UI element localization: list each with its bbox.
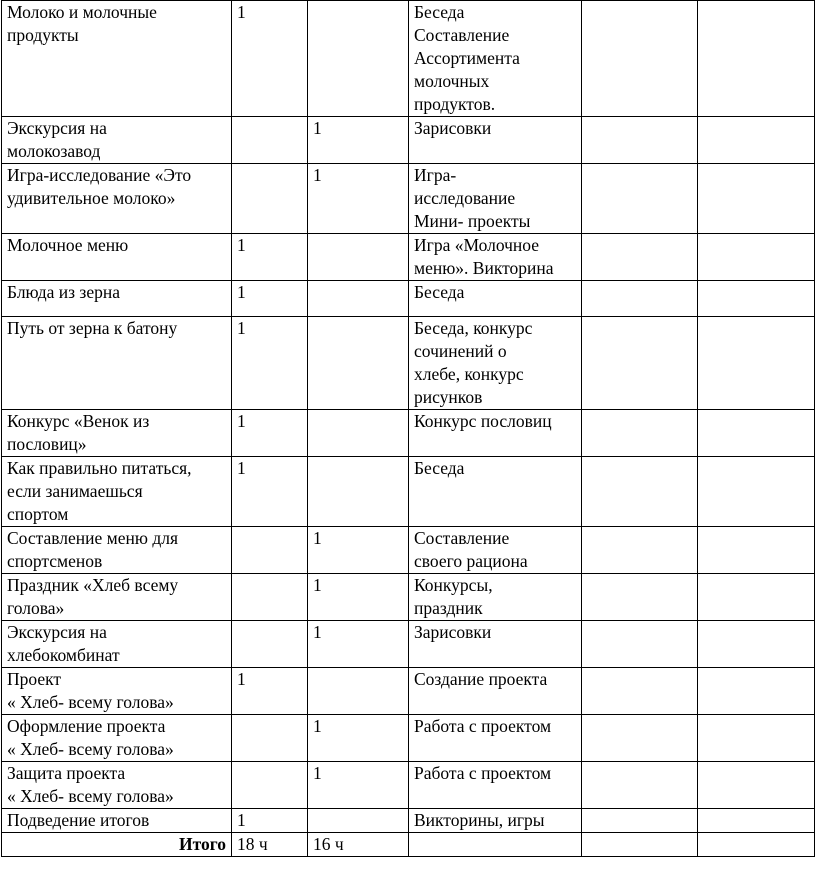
activity-form-cell	[409, 1, 582, 117]
empty-cell	[698, 164, 815, 234]
topic-cell: Молочное меню	[2, 234, 232, 281]
empty-cell	[698, 715, 815, 762]
topic-cell: Блюда из зерна	[2, 281, 232, 317]
activity-form-cell: Зарисовки	[409, 117, 582, 164]
topic-line: если занимаешься	[7, 481, 143, 501]
form-line: меню». Викторина	[414, 258, 554, 278]
curriculum-table	[1, 0, 815, 857]
theory-hours-cell: 1	[232, 457, 308, 527]
theory-hours-cell	[232, 574, 308, 621]
empty-cell	[698, 833, 815, 857]
table-row	[2, 317, 815, 410]
empty-cell	[698, 1, 815, 117]
form-line: Игра «Молочное	[414, 235, 540, 255]
empty-cell	[582, 317, 698, 410]
topic-line: Конкурс «Венок из	[7, 411, 150, 431]
topic-line: продукты	[7, 25, 79, 45]
table-row	[2, 762, 815, 809]
empty-cell	[698, 574, 815, 621]
table-row	[2, 410, 815, 457]
table-row	[2, 574, 815, 621]
empty-cell	[698, 317, 815, 410]
theory-hours-cell	[232, 762, 308, 809]
table-row	[2, 715, 815, 762]
activity-form-cell: Работа с проектом	[409, 762, 582, 809]
practice-hours-cell	[308, 1, 409, 117]
empty-cell	[698, 527, 815, 574]
theory-hours-cell: 1	[232, 668, 308, 715]
theory-hours-cell: 1	[232, 234, 308, 281]
activity-form-cell: Зарисовки	[409, 621, 582, 668]
topic-cell	[2, 164, 232, 234]
table-row	[2, 668, 815, 715]
topic-cell	[2, 1, 232, 117]
form-line: продуктов.	[414, 94, 496, 114]
topic-line: « Хлеб- всему голова»	[7, 739, 174, 759]
form-line: молочных	[414, 71, 490, 91]
theory-hours-cell: 1	[232, 281, 308, 317]
practice-hours-cell	[308, 668, 409, 715]
form-line: Беседа	[414, 2, 465, 22]
empty-cell	[698, 281, 815, 317]
total-theory-hours: 18 ч	[232, 833, 308, 857]
form-line: хлебе, конкурс	[414, 364, 524, 384]
topic-line: Экскурсия на	[7, 622, 107, 642]
empty-cell	[582, 668, 698, 715]
form-line: Мини- проекты	[414, 211, 531, 231]
topic-line: Молоко и молочные	[7, 2, 157, 22]
topic-cell	[2, 527, 232, 574]
topic-line: Защита проекта	[7, 763, 126, 783]
topic-cell	[2, 762, 232, 809]
activity-form-cell: Создание проекта	[409, 668, 582, 715]
table-row	[2, 117, 815, 164]
topic-line: « Хлеб- всему голова»	[7, 692, 174, 712]
activity-form-cell	[409, 574, 582, 621]
topic-line: Составление меню для	[7, 528, 179, 548]
topic-line: молокозавод	[7, 141, 101, 161]
activity-form-cell	[409, 317, 582, 410]
empty-cell	[698, 234, 815, 281]
activity-form-cell	[409, 527, 582, 574]
practice-hours-cell: 1	[308, 117, 409, 164]
table-row	[2, 457, 815, 527]
topic-line: спортсменов	[7, 551, 103, 571]
empty-cell	[698, 410, 815, 457]
theory-hours-cell: 1	[232, 1, 308, 117]
topic-line: голова»	[7, 598, 65, 618]
empty-cell	[582, 621, 698, 668]
form-line: Составление	[414, 25, 510, 45]
topic-cell	[2, 715, 232, 762]
activity-form-cell	[409, 164, 582, 234]
practice-hours-cell: 1	[308, 574, 409, 621]
empty-cell	[582, 715, 698, 762]
topic-line: хлебокомбинат	[7, 645, 120, 665]
theory-hours-cell	[232, 621, 308, 668]
topic-line: Проект	[7, 669, 62, 689]
empty-cell	[698, 809, 815, 833]
form-line: Составление	[414, 528, 510, 548]
empty-cell	[409, 833, 582, 857]
practice-hours-cell	[308, 457, 409, 527]
form-line: праздник	[414, 598, 483, 618]
total-practice-hours: 16 ч	[308, 833, 409, 857]
practice-hours-cell	[308, 317, 409, 410]
topic-cell	[2, 117, 232, 164]
activity-form-cell: Беседа	[409, 457, 582, 527]
curriculum-table-body	[2, 1, 815, 857]
practice-hours-cell	[308, 281, 409, 317]
form-line: рисунков	[414, 387, 483, 407]
table-row	[2, 1, 815, 117]
activity-form-cell: Конкурс пословиц	[409, 410, 582, 457]
table-row	[2, 164, 815, 234]
practice-hours-cell: 1	[308, 621, 409, 668]
practice-hours-cell: 1	[308, 164, 409, 234]
topic-cell: Путь от зерна к батону	[2, 317, 232, 410]
total-label: Итого	[2, 833, 232, 857]
empty-cell	[582, 809, 698, 833]
form-line: Беседа, конкурс	[414, 318, 533, 338]
topic-cell: Подведение итогов	[2, 809, 232, 833]
topic-line: Оформление проекта	[7, 716, 166, 736]
practice-hours-cell: 1	[308, 715, 409, 762]
theory-hours-cell	[232, 164, 308, 234]
table-row	[2, 527, 815, 574]
topic-line: Игра-исследование «Это	[7, 165, 192, 185]
form-line: сочинений о	[414, 341, 507, 361]
practice-hours-cell	[308, 234, 409, 281]
practice-hours-cell	[308, 809, 409, 833]
theory-hours-cell	[232, 117, 308, 164]
empty-cell	[698, 762, 815, 809]
practice-hours-cell: 1	[308, 527, 409, 574]
table-row	[2, 621, 815, 668]
activity-form-cell: Работа с проектом	[409, 715, 582, 762]
topic-line: пословиц»	[7, 434, 87, 454]
practice-hours-cell: 1	[308, 762, 409, 809]
topic-line: Как правильно питаться,	[7, 458, 192, 478]
practice-hours-cell	[308, 410, 409, 457]
empty-cell	[582, 410, 698, 457]
theory-hours-cell: 1	[232, 809, 308, 833]
form-line: Игра-	[414, 165, 457, 185]
activity-form-cell: Беседа	[409, 281, 582, 317]
topic-cell	[2, 457, 232, 527]
theory-hours-cell: 1	[232, 317, 308, 410]
empty-cell	[698, 621, 815, 668]
topic-line: удивительное молоко»	[7, 188, 176, 208]
activity-form-cell: Викторины, игры	[409, 809, 582, 833]
topic-cell	[2, 574, 232, 621]
empty-cell	[582, 1, 698, 117]
table-row	[2, 809, 815, 833]
theory-hours-cell: 1	[232, 410, 308, 457]
topic-cell	[2, 668, 232, 715]
empty-cell	[582, 117, 698, 164]
form-line: исследование	[414, 188, 516, 208]
theory-hours-cell	[232, 715, 308, 762]
empty-cell	[582, 762, 698, 809]
empty-cell	[582, 527, 698, 574]
table-row	[2, 281, 815, 317]
form-line: своего рациона	[414, 551, 528, 571]
form-line: Конкурсы,	[414, 575, 493, 595]
theory-hours-cell	[232, 527, 308, 574]
topic-line: спортом	[7, 504, 69, 524]
empty-cell	[582, 457, 698, 527]
total-row	[2, 833, 815, 857]
form-line: Ассортимента	[414, 48, 520, 68]
topic-cell	[2, 410, 232, 457]
empty-cell	[582, 234, 698, 281]
empty-cell	[582, 574, 698, 621]
topic-line: Экскурсия на	[7, 118, 107, 138]
empty-cell	[582, 164, 698, 234]
topic-line: Праздник «Хлеб всему	[7, 575, 179, 595]
table-row	[2, 234, 815, 281]
topic-cell	[2, 621, 232, 668]
topic-line: « Хлеб- всему голова»	[7, 786, 174, 806]
empty-cell	[582, 281, 698, 317]
empty-cell	[582, 833, 698, 857]
empty-cell	[698, 668, 815, 715]
empty-cell	[698, 117, 815, 164]
empty-cell	[698, 457, 815, 527]
activity-form-cell	[409, 234, 582, 281]
